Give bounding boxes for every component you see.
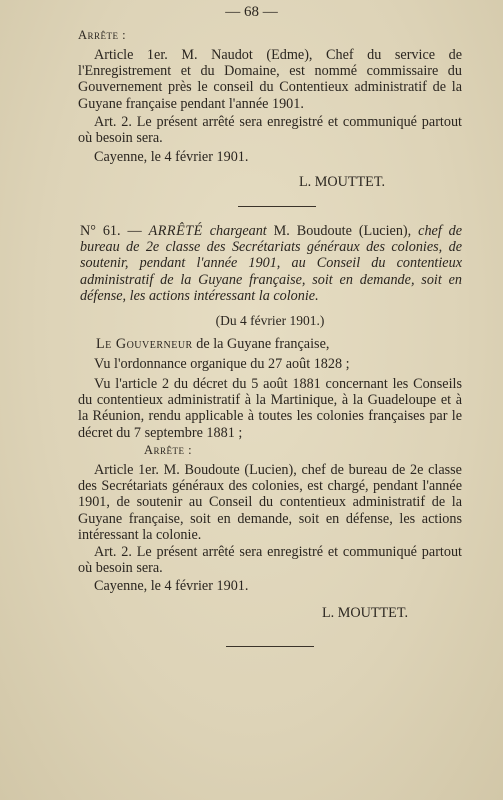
place-date-1: Cayenne, le 4 février 1901. (94, 149, 249, 165)
article-1-boudoute: Article 1er. M. Boudoute (Lucien), chef de bureau de 2e classe des Secrétariats généraux des colonies, est chargé, pendant l'année 1901, de soutenir au Conseil du contentieux administratif de la Guyane française, soit en demande, soit en défense, les actions intéressant la colonie. (78, 462, 462, 543)
governor-line: Le Gouverneur de la Guyane française, (96, 336, 330, 352)
article-1-naudot: Article 1er. M. Naudot (Edme), Chef du service de l'Enregistrement et du Domaine, est nommé commissaire du Gouvernement près le conseil du Contentieux administratif de la Guyane française pendant l'année 1901. (78, 47, 462, 112)
decree-title: N° 61. — ARRÊTÉ chargeant M. Boudoute (Lucien), chef de bureau de 2e classe des Secrétariats généraux des colonies, de soutenir, pendant l'année 1901, au Conseil du contentieux administratif de la Guyane française, soit en demande, soit en défense, les actions intéressant la colonie. (80, 223, 463, 304)
decree-date: (Du 4 février 1901.) (215, 313, 325, 328)
page-number: — 68 — (225, 4, 278, 20)
signature-1: L. MOUTTET. (298, 174, 385, 190)
decree-person: M. Boudoute (Lucien), (273, 223, 412, 239)
decree-subject: chef de bureau de 2e classe des Secrétariats généraux des colonies, de soutenir, pendant l'année 1901, au Conseil du contentieux administratif de la Guyane française, soit en demande, soit en défense, les actions intéressant la colonie. (80, 223, 463, 304)
signature-2: L. MOUTTET. (321, 605, 408, 621)
vu-decret: Vu l'article 2 du décret du 5 août 1881 concernant les Conseils du contentieux administratif à la Martinique, à la Guadeloupe et à la Réunion, rendu applicable à toutes les colonies françaises par le décret du 7 septembre 1881 ; (78, 376, 462, 441)
vu-ordonnance: Vu l'ordonnance organique du 27 août 1828 ; (94, 356, 350, 372)
separator-rule-2 (226, 646, 314, 647)
decree-arrete-word: ARRÊTÉ (148, 223, 203, 239)
article-2-block1: Art. 2. Le présent arrêté sera enregistré et communiqué partout où besoin sera. (78, 114, 462, 147)
place-date-2: Cayenne, le 4 février 1901. (94, 578, 249, 594)
arrete-heading-1: Arrête : (78, 28, 127, 42)
decree-number: N° 61. (80, 223, 121, 239)
arrete-heading-2: Arrête : (143, 443, 193, 457)
separator-rule-1 (238, 206, 316, 207)
article-2-block2: Art. 2. Le présent arrêté sera enregistré et communiqué partout où besoin sera. (78, 544, 462, 577)
